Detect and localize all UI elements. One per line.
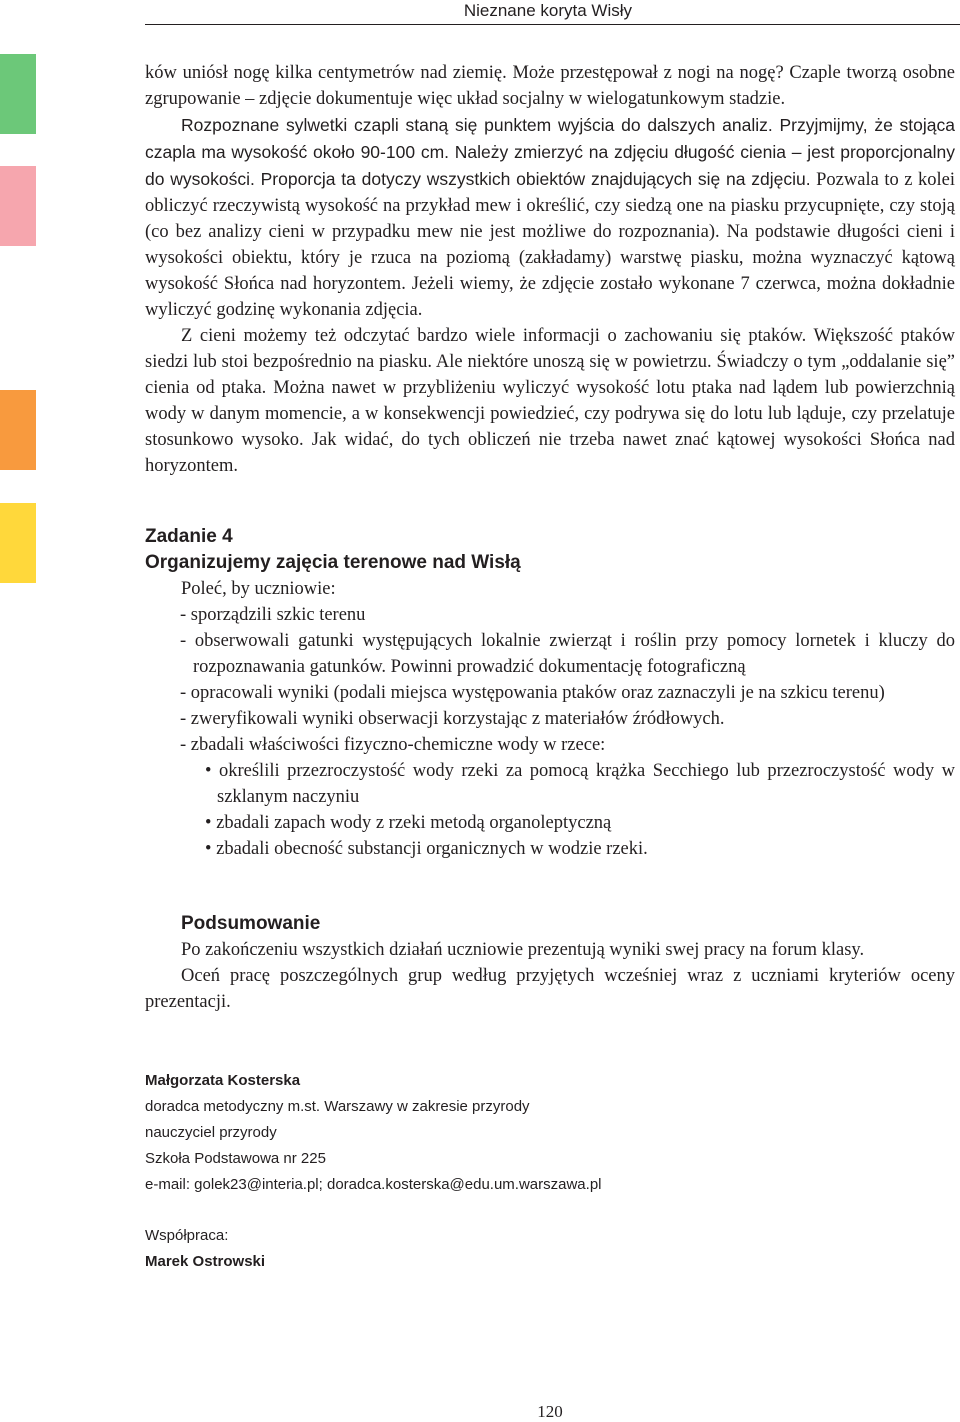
task-number: Zadanie 4 [145,526,233,547]
task-item: - opracowali wyniki (podali miejsca występowania ptaków oraz zaznaczyli je na szkicu terenu) [180,683,885,703]
summary-section [145,911,955,1015]
collaboration-block [145,1223,265,1275]
section-tab-pink [0,166,36,246]
author-email: e-mail: golek23@interia.pl; doradca.kosterska@edu.um.warszawa.pl [145,1176,602,1193]
page-number: 120 [537,1402,563,1421]
section-tab-orange [0,390,36,470]
task-section [145,524,955,862]
collaborator-name: Marek Ostrowski [145,1253,266,1270]
task-item: - obserwowali gatunki występujących lokalnie zwierząt i roślin przy pomocy lornetek i kluczy do rozpoznawania gatunków. Powinni prowadzić dokumentację fotograficzną [180,631,955,677]
author-role: nauczyciel przyrody [145,1124,277,1141]
task-item: - zbadali właściwości fizyczno-chemiczne wody w rzece: [180,735,606,755]
author-name: Małgorzata Kosterska [145,1072,301,1089]
task-intro: Poleć, by uczniowie: [181,579,336,599]
collaboration-label: Współpraca: [145,1227,229,1244]
task-subitem: • zbadali obecność substancji organicznych w wodzie rzeki. [205,839,648,859]
header-rule [145,24,960,25]
summary-title: Podsumowanie [181,913,321,934]
running-header: Nieznane koryta Wisły [463,1,632,20]
section-tab-yellow [0,503,36,583]
article-body [145,60,955,479]
task-title: Organizujemy zajęcia terenowe nad Wisłą [145,552,521,573]
task-subitem: • zbadali zapach wody z rzeki metodą organoleptyczną [205,813,612,833]
task-subitem: • określili przezroczystość wody rzeki za pomocą krążka Secchiego lub przezroczystość wody w szklanym naczyniu [205,761,955,807]
section-tab-green [0,54,36,134]
author-role: doradca metodyczny m.st. Warszawy w zakresie przyrody [145,1098,530,1115]
task-list [145,602,955,758]
summary-paragraph: Po zakończeniu wszystkich działań uczniowie prezentują wyniki swej pracy na forum klasy. [181,940,865,960]
author-school: Szkoła Podstawowa nr 225 [145,1150,326,1167]
task-item: - sporządzili szkic terenu [180,605,366,625]
summary-paragraph: Oceń pracę poszczególnych grup według przyjętych wcześniej wraz z uczniami kryteriów oceny prezentacji. [145,966,955,1012]
author-block [145,1068,602,1198]
paragraph-3: Z cieni możemy też odczytać bardzo wiele informacji o zachowaniu się ptaków. Większość ptaków siedzi lub stoi bezpośrednio na piasku. Ale niektóre unoszą się w powietrzu. Świadczy o tym „oddalanie się” cienia od ptaka. Można nawet w przybliżeniu wyliczyć wysokość lotu ptaka nad lądem lub powierzchnią wody w danym momencie, a w konsekwencji powiedzieć, czy podrywa się do lotu lub ląduje, czy przelatuje stosunkowo wysoko. Jak widać, do tych obliczeń nie trzeba nawet znać kątowej wysokości Słońca nad horyzontem. [145,326,955,476]
task-item: - zweryfikowali wyniki obserwacji korzystając z materiałów źródłowych. [180,709,725,729]
paragraph-2-sans: Rozpoznane sylwetki czapli staną się punktem wyjścia do dalszych analiz. Przyjmijmy, że stojąca czapla ma wysokość około 90-100 cm. Należy zmierzyć na zdjęciu długość cienia – jest proporcjonalny do wysokości. Proporcja ta dotyczy wszystkich obiektów znajdujących się na zdjęciu. [145,115,955,189]
paragraph-2-serif: Pozwala to z kolei obliczyć rzeczywistą wysokość na przykład mew i określić, czy siedzą one na piasku przycupnięte, czy stoją (co bez analizy cieni w przypadku mew nie jest możliwe do rozpoznania). Na podstawie długości cieni i wysokości obiektu, który je rzuca na poziomą (zakładamy) warstwę piasku, można wyznaczyć kątową wysokość Słońca nad horyzontem. Jeżeli wiemy, że zdjęcie zostało wykonane 7 czerwca, można dokładnie wyliczyć godzinę wykonania zdjęcia. [145,170,955,320]
paragraph-2 [145,112,955,323]
paragraph-1: ków uniósł nogę kilka centymetrów nad ziemię. Może przestępował z nogi na nogę? Czaple tworzą osobne zgrupowanie – zdjęcie dokumentuje więc układ socjalny w wielogatunkowym stadzie. [145,63,955,109]
task-sublist [145,758,955,862]
